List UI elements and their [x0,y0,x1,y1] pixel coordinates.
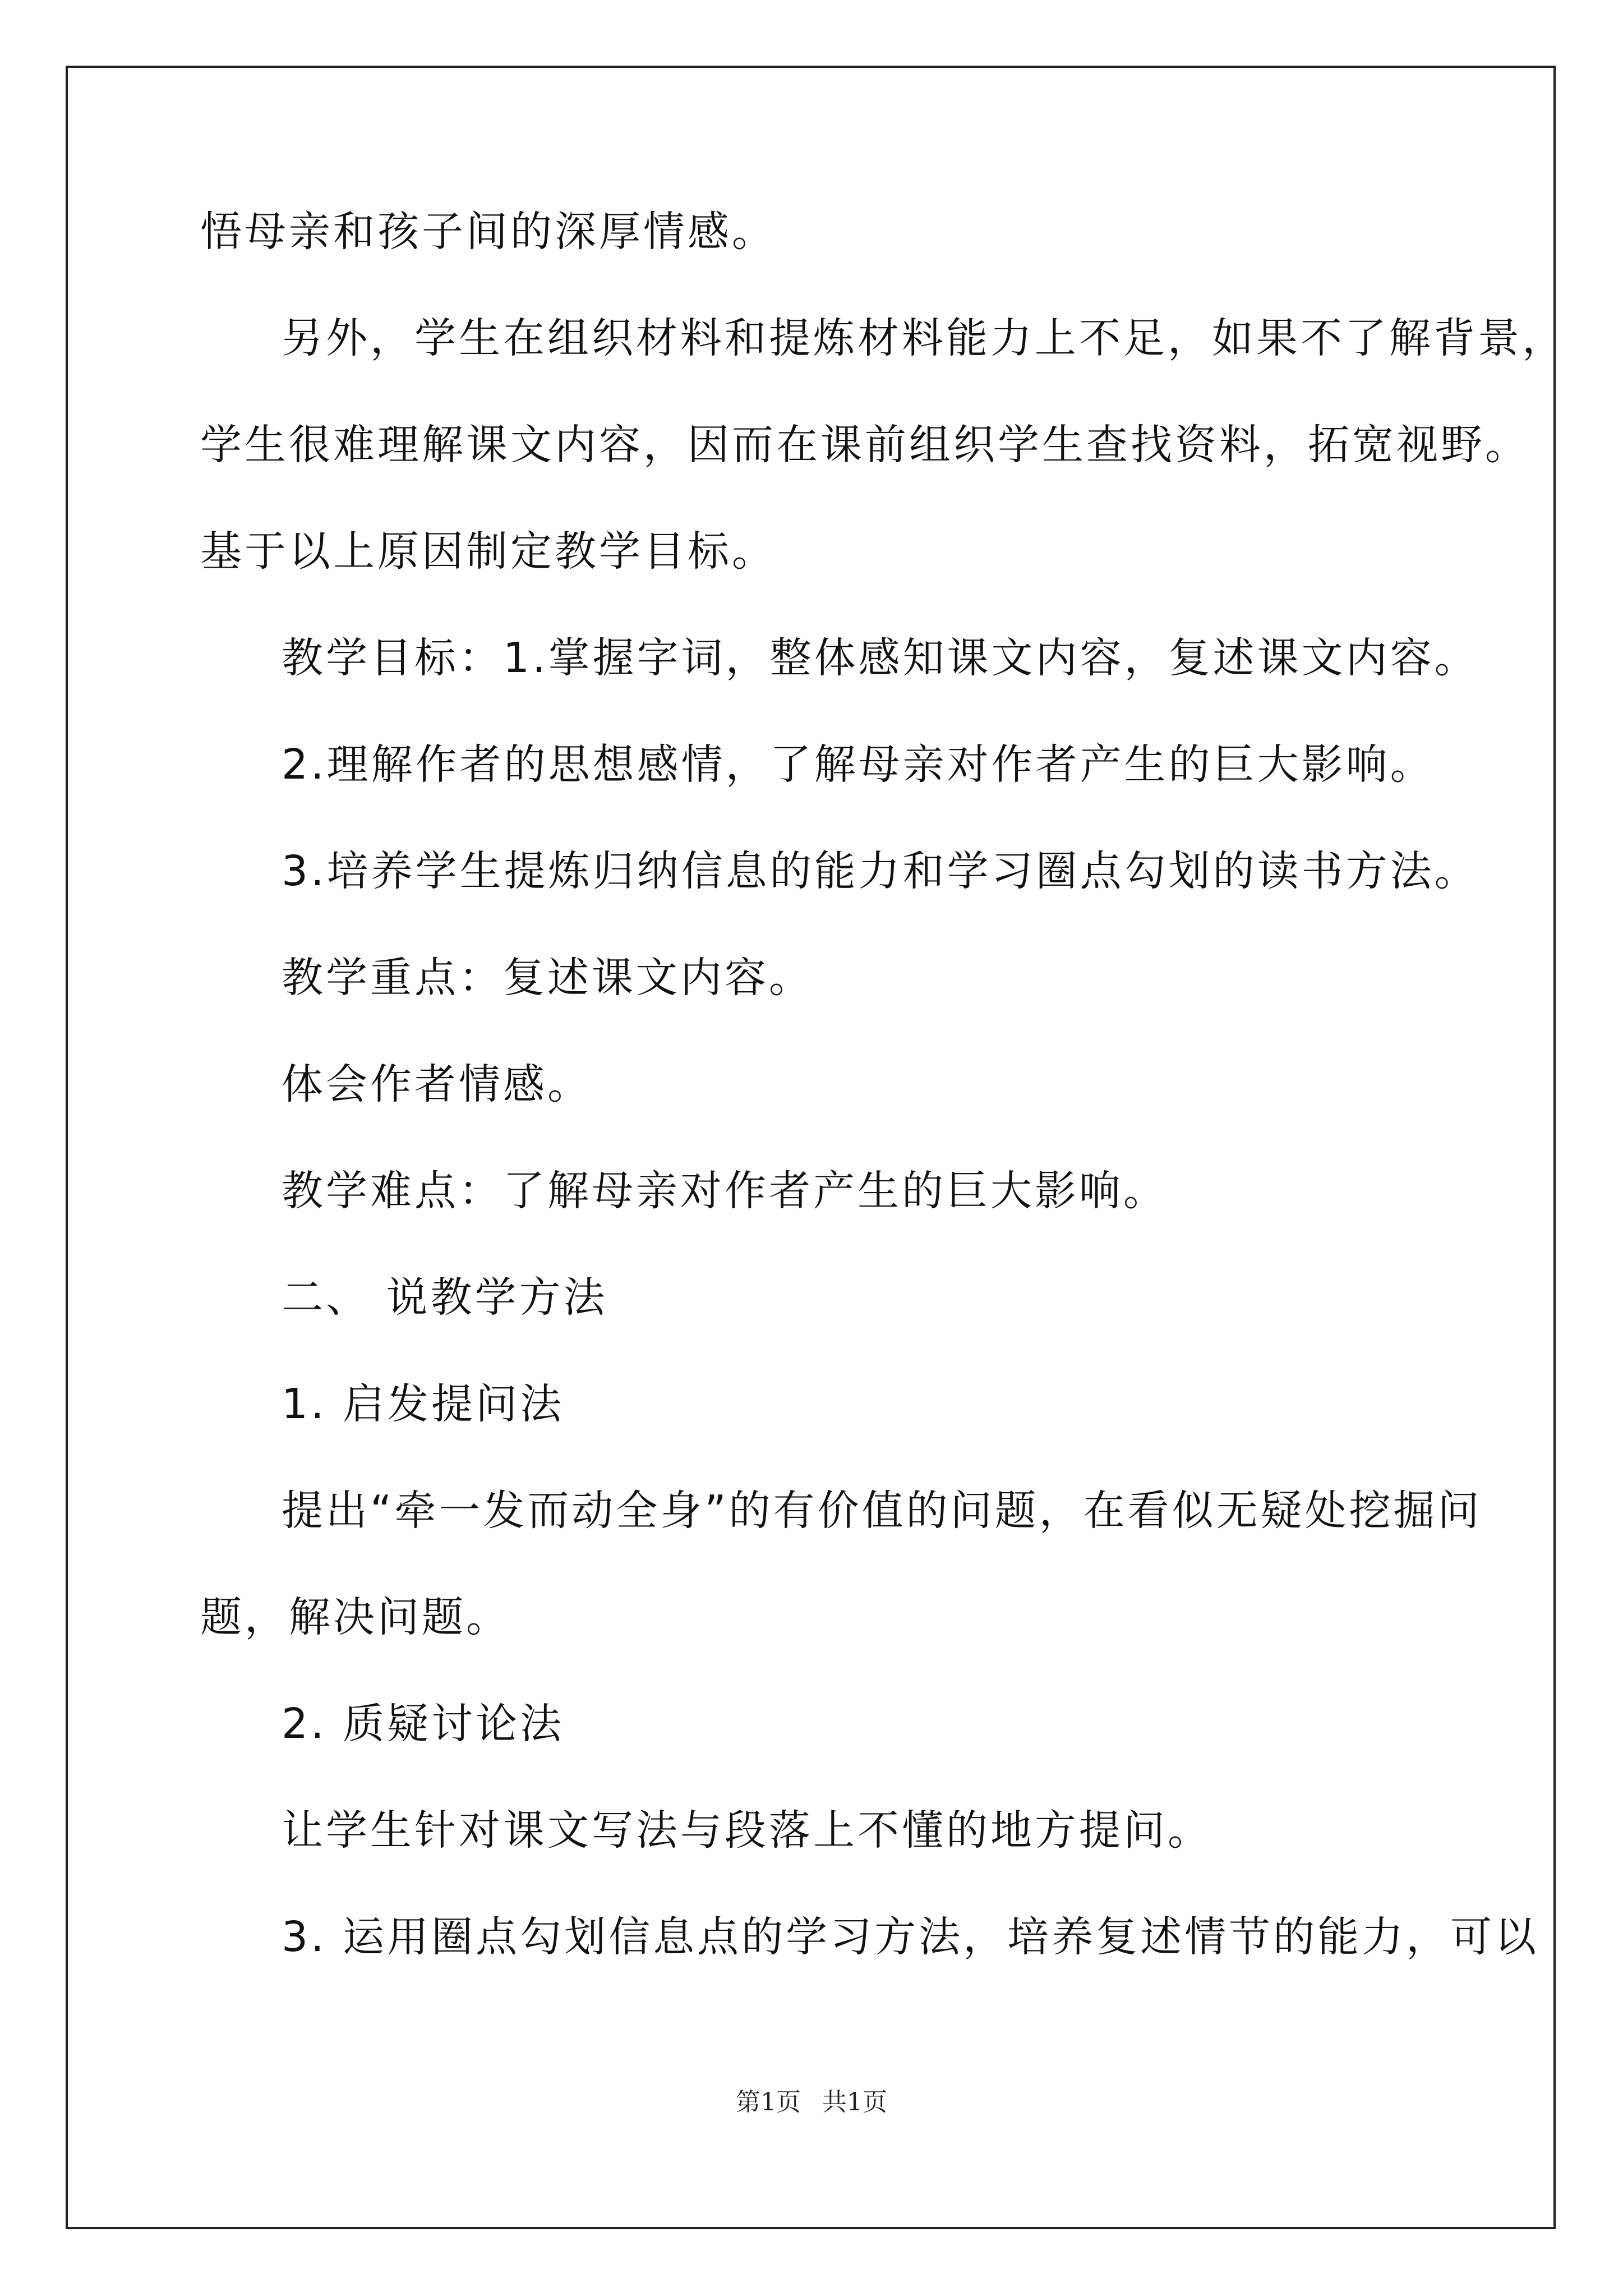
page-border [66,66,1556,2229]
text-line: 3. 运用圈点勾划信息点的学习方法，培养复述情节的能力，可以 [282,1913,1539,1961]
text-line: 让学生针对课文写法与段落上不懂的地方提问。 [282,1806,1212,1855]
subsection-heading: 1. 启发提问法 [282,1380,565,1428]
subsection-heading: 2. 质疑讨论法 [282,1700,565,1748]
text-line: 学生很难理解课文内容，因而在课前组织学生查找资料，拓宽视野。 [200,421,1529,469]
text-line: 教学目标：1.掌握字词，整体感知课文内容，复述课文内容。 [282,634,1479,682]
text-line: 提出“牵一发而动全身”的有价值的问题，在看似无疑处挖掘问 [282,1487,1482,1535]
text-line: 教学重点：复述课文内容。 [282,954,813,1002]
text-line: 另外，学生在组织材料和提炼材料能力上不足，如果不了解背景， [282,314,1566,362]
page-number: 第1页 [736,2088,801,2116]
page-footer [0,2086,1623,2119]
text-line: 体会作者情感。 [282,1060,592,1108]
page-total: 共1页 [822,2088,887,2116]
text-line: 教学难点：了解母亲对作者产生的巨大影响。 [282,1167,1168,1215]
text-line: 题，解决问题。 [200,1593,510,1641]
text-line: 2.理解作者的思想感情，了解母亲对作者产生的巨大影响。 [282,740,1435,789]
text-line: 3.培养学生提炼归纳信息的能力和学习圈点勾划的读书方法。 [282,847,1479,895]
text-line: 基于以上原因制定教学目标。 [200,527,776,576]
section-heading: 二、 说教学方法 [282,1273,608,1322]
text-line: 悟母亲和孩子间的深厚情感。 [200,208,776,256]
